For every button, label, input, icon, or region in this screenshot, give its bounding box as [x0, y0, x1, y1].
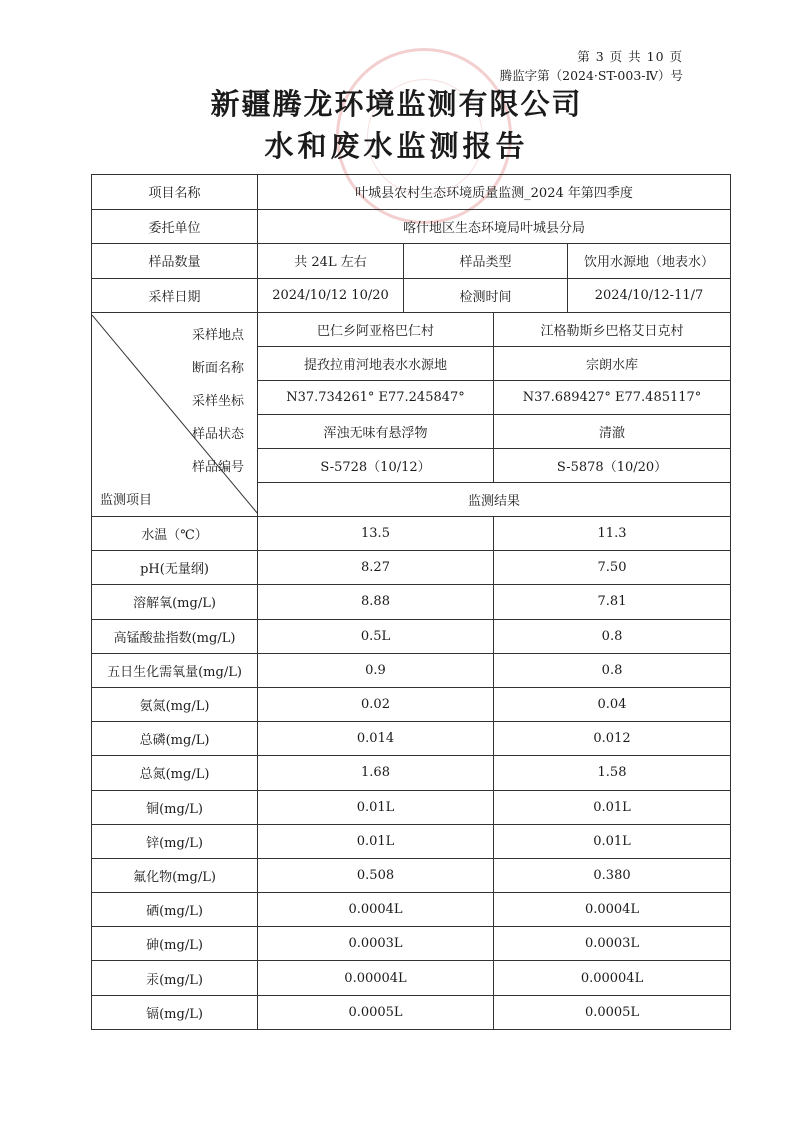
table-row — [92, 722, 731, 756]
code-label: 样品编号 — [192, 460, 245, 475]
result-value-s1: 0.0005L — [258, 995, 494, 1029]
result-value-s1: 0.02 — [258, 687, 494, 721]
qty-label: 样品数量 — [92, 244, 258, 279]
result-item: 镉(mg/L) — [92, 995, 258, 1029]
s2-state: 清澈 — [494, 415, 731, 449]
result-value-s2: 0.8 — [494, 653, 731, 687]
coord-label: 采样坐标 — [192, 394, 245, 409]
s1-section: 提孜拉甫河地表水水源地 — [258, 347, 494, 381]
result-value-s1: 13.5 — [258, 517, 494, 551]
monitoring-table — [91, 174, 731, 1030]
s1-site: 巴仁乡阿亚格巴仁村 — [258, 313, 494, 347]
table-row — [92, 653, 731, 687]
s2-code: S-5878（10/20） — [494, 449, 731, 483]
result-item: 高锰酸盐指数(mg/L) — [92, 619, 258, 653]
test-value: 2024/10/12-11/7 — [568, 278, 731, 313]
results-body — [92, 517, 731, 1030]
qty-value: 共 24L 左右 — [258, 244, 404, 279]
table-row — [92, 961, 731, 995]
result-value-s2: 0.8 — [494, 619, 731, 653]
row-sample-qty — [92, 244, 731, 279]
s2-site: 江格勒斯乡巴格艾日克村 — [494, 313, 731, 347]
test-label: 检测时间 — [404, 278, 568, 313]
s1-state: 浑浊无味有悬浮物 — [258, 415, 494, 449]
table-row — [92, 858, 731, 892]
result-item: 总氮(mg/L) — [92, 756, 258, 790]
state-label: 样品状态 — [192, 427, 245, 442]
result-value-s1: 8.88 — [258, 585, 494, 619]
result-value-s1: 0.0004L — [258, 893, 494, 927]
result-item: 砷(mg/L) — [92, 927, 258, 961]
row-project — [92, 175, 731, 210]
result-value-s2: 7.50 — [494, 551, 731, 585]
section-label: 断面名称 — [192, 361, 245, 376]
table-row — [92, 619, 731, 653]
type-value: 饮用水源地（地表水） — [568, 244, 731, 279]
result-item: pH(无量纲) — [92, 551, 258, 585]
diagonal-line — [92, 315, 258, 514]
result-value-s1: 8.27 — [258, 551, 494, 585]
result-item: 氨氮(mg/L) — [92, 687, 258, 721]
row-sample-date — [92, 278, 731, 313]
date-value: 2024/10/12 10/20 — [258, 278, 404, 313]
table-row — [92, 790, 731, 824]
item-label: 监测项目 — [100, 493, 153, 508]
result-item: 汞(mg/L) — [92, 961, 258, 995]
table-row — [92, 551, 731, 585]
row-site — [92, 313, 731, 347]
result-value-s1: 0.00004L — [258, 961, 494, 995]
date-label: 采样日期 — [92, 278, 258, 313]
table-row — [92, 927, 731, 961]
table-row — [92, 517, 731, 551]
result-value-s1: 0.9 — [258, 653, 494, 687]
result-item: 水温（℃） — [92, 517, 258, 551]
result-value-s2: 0.01L — [494, 824, 731, 858]
result-value-s2: 0.0005L — [494, 995, 731, 1029]
result-value-s2: 7.81 — [494, 585, 731, 619]
result-item: 总磷(mg/L) — [92, 722, 258, 756]
result-value-s1: 0.01L — [258, 824, 494, 858]
result-value-s2: 0.01L — [494, 790, 731, 824]
result-value-s2: 0.012 — [494, 722, 731, 756]
row-client — [92, 209, 731, 244]
result-item: 溶解氧(mg/L) — [92, 585, 258, 619]
result-value-s2: 0.00004L — [494, 961, 731, 995]
result-value-s1: 0.01L — [258, 790, 494, 824]
result-item: 氟化物(mg/L) — [92, 858, 258, 892]
result-value-s1: 0.508 — [258, 858, 494, 892]
result-value-s2: 0.0003L — [494, 927, 731, 961]
client-label: 委托单位 — [92, 209, 258, 244]
project-label: 项目名称 — [92, 175, 258, 210]
table-row — [92, 687, 731, 721]
result-item: 五日生化需氧量(mg/L) — [92, 653, 258, 687]
result-value-s2: 1.58 — [494, 756, 731, 790]
s1-coord: N37.734261° E77.245847° — [258, 381, 494, 415]
result-item: 锌(mg/L) — [92, 824, 258, 858]
site-label: 采样地点 — [192, 328, 245, 343]
page-number: 第 3 页 共 10 页 — [577, 49, 683, 64]
s2-section: 宗朗水库 — [494, 347, 731, 381]
result-value-s1: 0.0003L — [258, 927, 494, 961]
result-value-s1: 0.014 — [258, 722, 494, 756]
table-row — [92, 893, 731, 927]
company-title: 新疆腾龙环境监测有限公司 — [210, 87, 583, 121]
result-value-s2: 11.3 — [494, 517, 731, 551]
result-item: 铜(mg/L) — [92, 790, 258, 824]
result-value-s2: 0.0004L — [494, 893, 731, 927]
type-label: 样品类型 — [404, 244, 568, 279]
result-value-s2: 0.380 — [494, 858, 731, 892]
result-value-s2: 0.04 — [494, 687, 731, 721]
client-value: 喀什地区生态环境局叶城县分局 — [258, 209, 731, 244]
result-item: 硒(mg/L) — [92, 893, 258, 927]
diagonal-header-cell — [92, 313, 258, 517]
s1-code: S-5728（10/12） — [258, 449, 494, 483]
table-row — [92, 585, 731, 619]
s2-coord: N37.689427° E77.485117° — [494, 381, 731, 415]
report-number: 腾监字第（2024·ST-003-Ⅳ）号 — [499, 68, 683, 83]
result-value-s1: 0.5L — [258, 619, 494, 653]
table-row — [92, 756, 731, 790]
result-label: 监测结果 — [258, 483, 731, 517]
project-value: 叶城县农村生态环境质量监测_2024 年第四季度 — [258, 175, 731, 210]
table-row — [92, 824, 731, 858]
table-row — [92, 995, 731, 1029]
result-value-s1: 1.68 — [258, 756, 494, 790]
report-title: 水和废水监测报告 — [264, 129, 529, 163]
